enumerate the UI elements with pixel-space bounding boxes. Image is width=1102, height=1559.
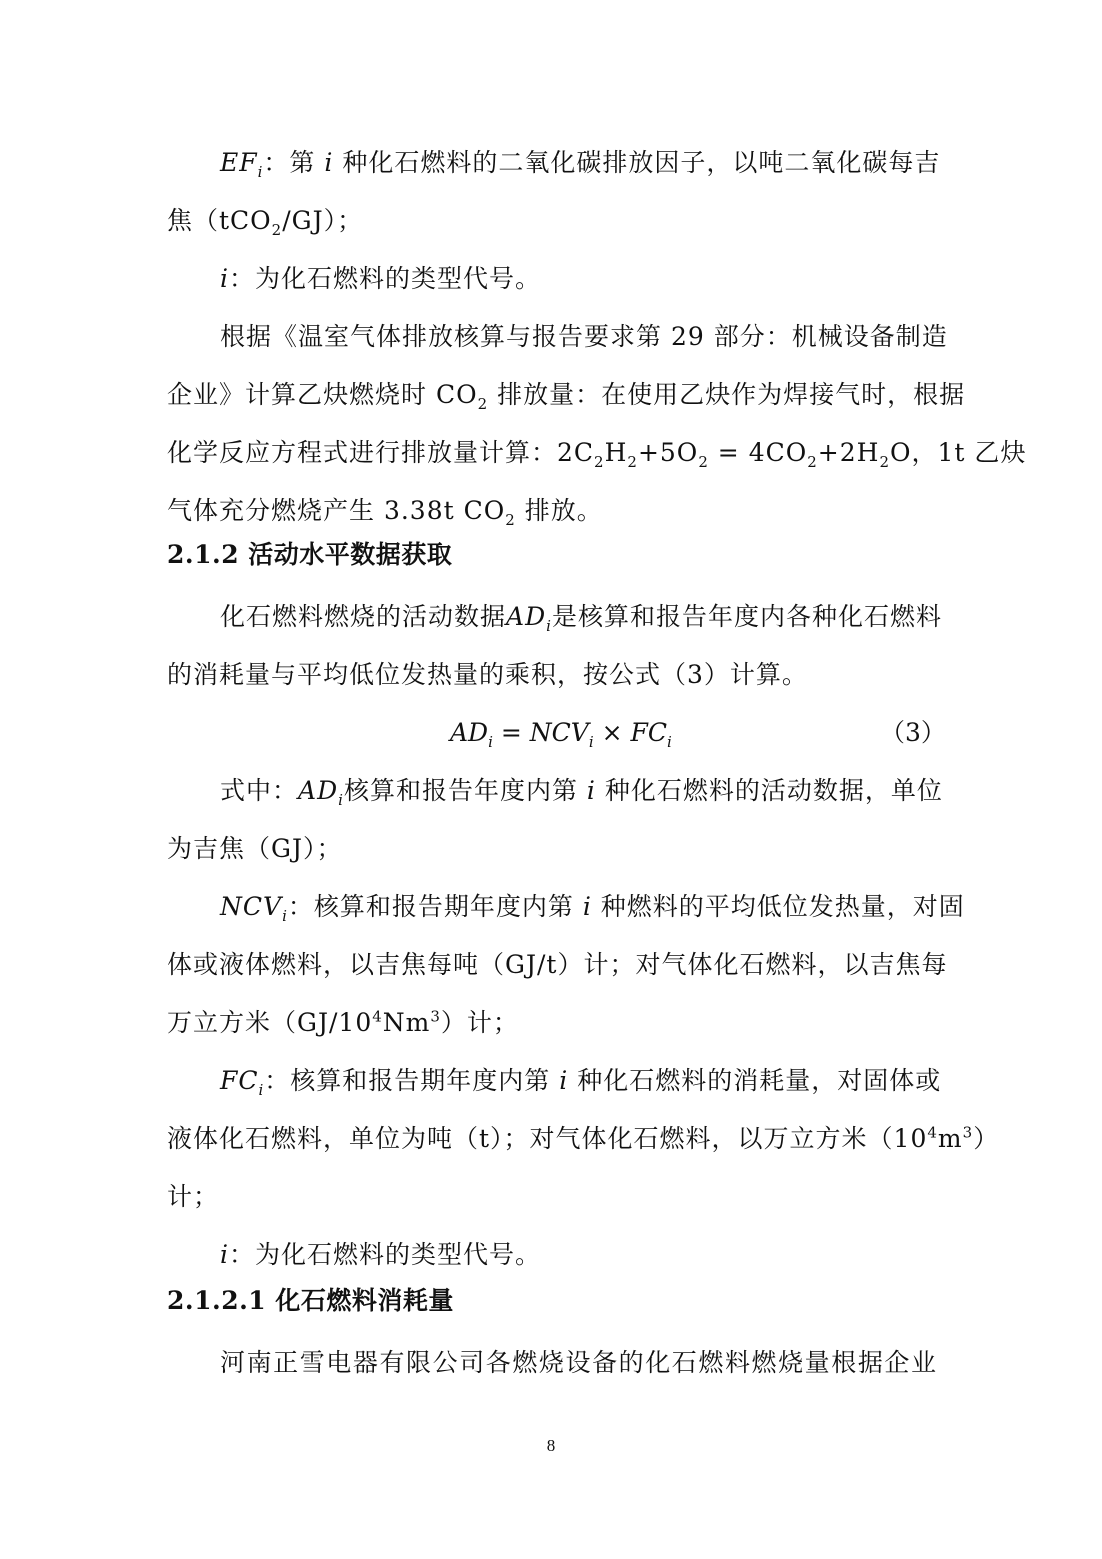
text-line-emission: 气体充分燃烧产生 3.38t $CO_2$ 排放。 [167, 496, 603, 529]
text-line-activity: 化石燃料燃烧的活动数据$AD_i$是核算和报告年度内各种化石燃料 [220, 602, 942, 635]
text-line-ncv-solid: 体或液体燃料，以吉焦每吨（GJ/t）计；对气体化石燃料，以吉焦每 [167, 950, 948, 979]
section-heading-2-1-2-1: 2.1.2.1 化石燃料消耗量 [167, 1286, 454, 1315]
text-line-standard: 根据《温室气体排放核算与报告要求第 29 部分：机械设备制造 [220, 322, 948, 351]
text-line-company: 河南正雪电器有限公司各燃烧设备的化石燃料燃烧量根据企业 [220, 1348, 937, 1377]
text-line-ad-unit: 为吉焦（GJ）； [167, 834, 343, 863]
formula-3: $AD_i = NCV_i \times FC_i$ [450, 718, 672, 751]
text-line-ef: $EF_i$：第 i 种化石燃料的二氧化碳排放因子，以吨二氧化碳每吉 [220, 148, 941, 181]
page-number: 8 [546, 1436, 556, 1455]
formula-number: （3） [880, 718, 946, 747]
text-line-ad-def: 式中：$AD_i$核算和报告年度内第 i 种化石燃料的活动数据，单位 [220, 776, 943, 809]
text-line-equation: 化学反应方程式进行排放量计算：$2C_2H_2+5O_2 = 4CO_2+2H_2O$，1t 乙炔 [167, 438, 1027, 471]
text-line-fc-unit: 液体化石燃料，单位为吨（t）；对气体化石燃料，以万立方米$(10^4m^3)$ [167, 1123, 1000, 1153]
text-line-i-2: i：为化石燃料的类型代号。 [220, 1240, 542, 1269]
text-line-i-1: i：为化石燃料的类型代号。 [220, 264, 542, 293]
text-line-fc-end: 计； [167, 1182, 220, 1211]
text-line-ef-unit: 焦（tCO$_2$/GJ）； [167, 206, 364, 239]
text-line-fc-def: $FC_i$：核算和报告期年度内第 i 种化石燃料的消耗量，对固体或 [220, 1066, 942, 1099]
text-line-acetylene: 企业》计算乙炔燃烧时 $CO_2$ 排放量：在使用乙炔作为焊接气时，根据 [167, 380, 966, 413]
text-line-ncv-def: $NCV_i$：核算和报告期年度内第 i 种燃料的平均低位发热量，对固 [220, 892, 965, 925]
section-heading-2-1-2: 2.1.2 活动水平数据获取 [167, 540, 453, 569]
text-line-product: 的消耗量与平均低位发热量的乘积，按公式（3）计算。 [167, 660, 808, 689]
text-line-ncv-gas: 万立方米$(GJ/10^4Nm^3)$计； [167, 1007, 519, 1037]
